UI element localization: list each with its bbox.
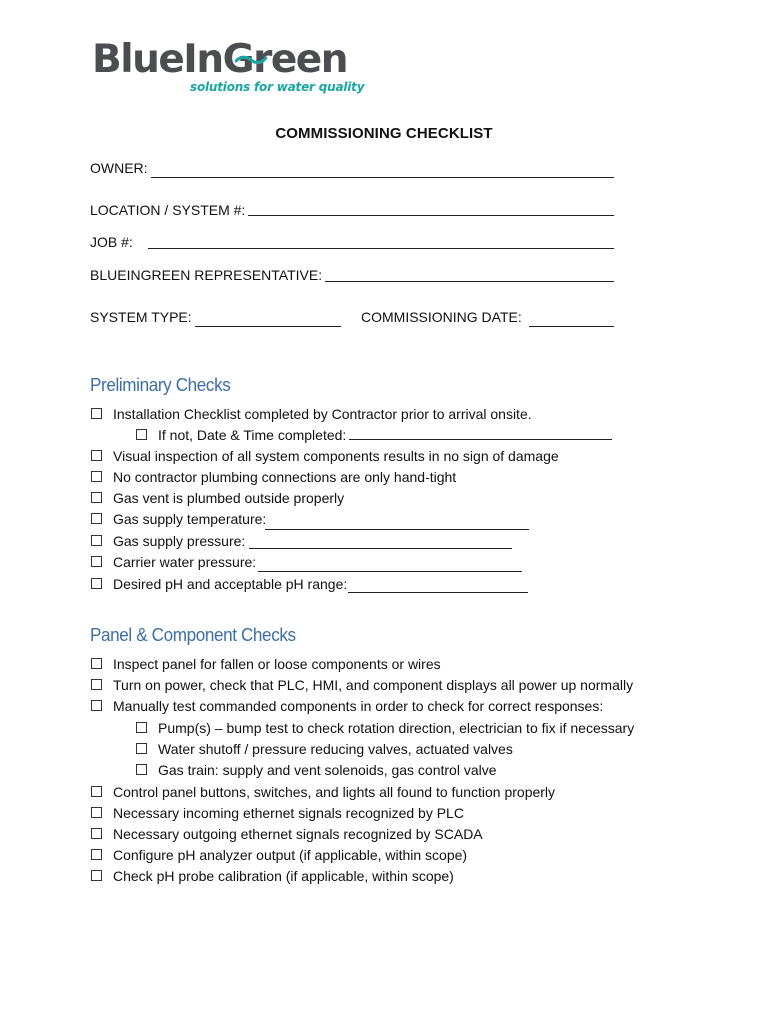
list-item-label: Gas vent is plumbed outside properly [113, 490, 345, 506]
rep-label: BLUEINGREEN REPRESENTATIVE: [90, 267, 323, 283]
rep-field[interactable] [325, 281, 614, 282]
list-item-label: Configure pH analyzer output (if applicable, within scope) [113, 847, 468, 863]
list-item-label: Necessary incoming ethernet signals recognized by PLC [113, 805, 464, 821]
checkbox[interactable] [91, 849, 102, 860]
checkbox[interactable] [91, 556, 102, 567]
list-item-label: Turn on power, check that PLC, HMI, and component displays all power up normally [113, 677, 634, 693]
ph-range-field[interactable] [348, 592, 528, 593]
list-item-label: Installation Checklist completed by Contractor prior to arrival onsite. [113, 406, 532, 422]
checkbox[interactable] [91, 870, 102, 881]
checkbox[interactable] [91, 807, 102, 818]
checkbox[interactable] [136, 764, 147, 775]
checkbox[interactable] [91, 450, 102, 461]
list-item-label: Pump(s) – bump test to check rotation direction, electrician to fix if necessary [158, 720, 635, 736]
list-item-label: Check pH probe calibration (if applicable, within scope) [113, 868, 454, 884]
checkbox[interactable] [91, 786, 102, 797]
system-type-field[interactable] [195, 326, 341, 327]
owner-field[interactable] [151, 177, 614, 178]
list-item-label: Water shutoff / pressure reducing valves, actuated valves [158, 741, 513, 757]
list-item-label: Manually test commanded components in order to check for correct responses: [113, 698, 604, 714]
checkbox[interactable] [91, 658, 102, 669]
location-label: LOCATION / SYSTEM #: [90, 202, 246, 218]
location-field[interactable] [248, 215, 614, 216]
checkbox[interactable] [91, 700, 102, 711]
list-item-label: No contractor plumbing connections are only hand-tight [113, 469, 457, 485]
checkbox[interactable] [91, 578, 102, 589]
date-time-field[interactable] [349, 439, 612, 440]
list-item-label: If not, Date & Time completed: [158, 427, 347, 443]
wave-icon [235, 53, 267, 65]
list-item-label: Gas supply temperature: [113, 511, 267, 527]
list-item-label: Control panel buttons, switches, and lights all found to function properly [113, 784, 556, 800]
system-type-label: SYSTEM TYPE: [90, 309, 192, 325]
job-label: JOB #: [90, 234, 133, 250]
company-logo [92, 38, 382, 98]
checkbox[interactable] [91, 828, 102, 839]
list-item-label: Visual inspection of all system components results in no sign of damage [113, 448, 559, 464]
job-field[interactable] [148, 248, 614, 249]
checkbox[interactable] [91, 679, 102, 690]
page-title: COMMISSIONING CHECKLIST [275, 125, 493, 142]
gas-supply-temperature-field[interactable] [265, 529, 529, 530]
checkbox[interactable] [91, 471, 102, 482]
commissioning-date-field[interactable] [529, 326, 614, 327]
checkbox[interactable] [91, 535, 102, 546]
checkbox[interactable] [136, 429, 147, 440]
logo-tagline: solutions for water quality [190, 80, 365, 94]
checkbox[interactable] [91, 513, 102, 524]
owner-label: OWNER: [90, 160, 148, 176]
list-item-label: Necessary outgoing ethernet signals recognized by SCADA [113, 826, 483, 842]
list-item-label: Gas supply pressure: [113, 533, 246, 549]
commissioning-date-label: COMMISSIONING DATE: [361, 309, 522, 325]
preliminary-checks-heading: Preliminary Checks [90, 375, 231, 395]
carrier-water-pressure-field[interactable] [258, 571, 522, 572]
checkbox[interactable] [136, 722, 147, 733]
list-item-label: Desired pH and acceptable pH range: [113, 576, 348, 592]
panel-checks-heading: Panel & Component Checks [90, 625, 296, 645]
checkbox[interactable] [136, 743, 147, 754]
checkbox[interactable] [91, 408, 102, 419]
list-item-label: Gas train: supply and vent solenoids, gas control valve [158, 762, 497, 778]
checkbox[interactable] [91, 492, 102, 503]
gas-supply-pressure-field[interactable] [249, 548, 512, 549]
logo-wordmark: BlueInGreen [92, 37, 347, 82]
list-item-label: Carrier water pressure: [113, 554, 257, 570]
list-item-label: Inspect panel for fallen or loose components or wires [113, 656, 441, 672]
